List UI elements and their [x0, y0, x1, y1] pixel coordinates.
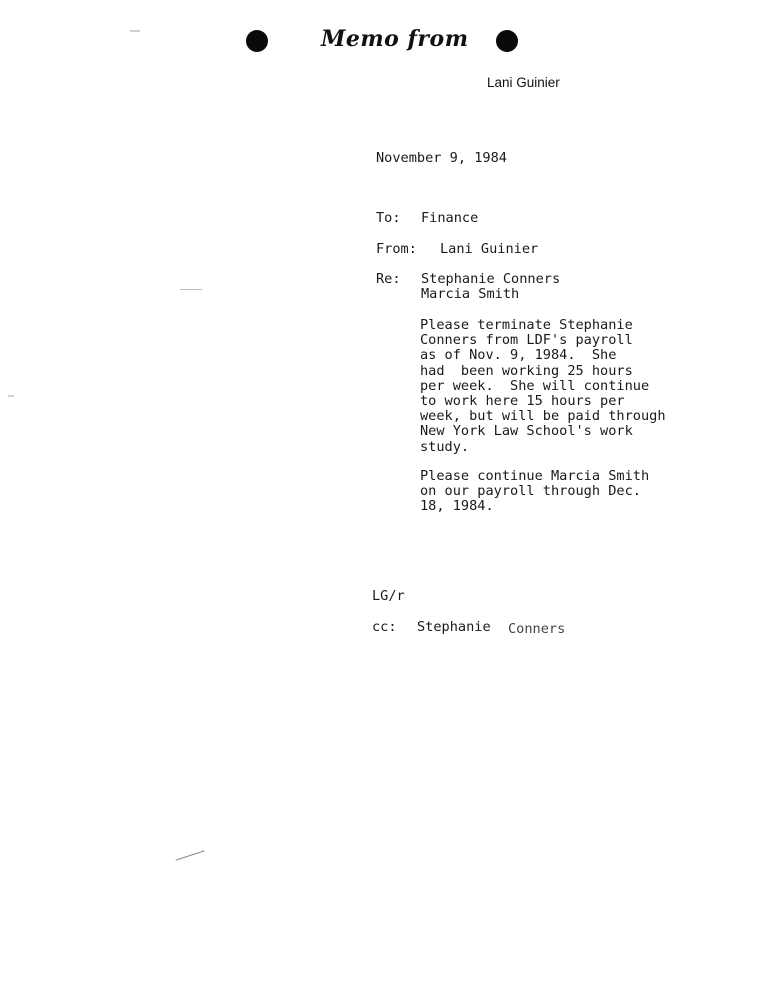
- paragraph-line: study.: [420, 438, 470, 455]
- typist-initials: LG/r: [372, 588, 405, 604]
- cc-recipient-first: Stephanie: [417, 619, 491, 635]
- memo-author: Lani Guinier: [487, 75, 560, 90]
- punch-hole-left: [246, 30, 268, 52]
- paragraph-line: had been working 25 hours: [420, 362, 633, 379]
- paragraph-line: New York Law School's work: [420, 423, 633, 440]
- cc-recipient-last: Conners: [508, 621, 566, 637]
- paragraph-line: Conners from LDF's payroll: [420, 332, 633, 349]
- re-label: Re:: [376, 271, 401, 287]
- re-subject-line: Marcia Smith: [421, 286, 520, 302]
- scan-mark: [180, 289, 202, 290]
- paragraph-line: to work here 15 hours per: [420, 393, 625, 410]
- memo-header-title: Memo from: [321, 26, 469, 52]
- scan-mark: [8, 395, 14, 397]
- paragraph-line: Please continue Marcia Smith: [420, 468, 650, 484]
- memo-paragraph-1: [420, 318, 666, 455]
- re-subject-line: Stephanie Conners: [421, 271, 561, 287]
- paragraph-line: as of Nov. 9, 1984. She: [420, 347, 617, 364]
- memo-date: November 9, 1984: [376, 150, 507, 166]
- paragraph-line: 18, 1984.: [420, 498, 494, 515]
- punch-hole-right: [496, 30, 518, 52]
- paragraph-line: on our payroll through Dec.: [420, 483, 641, 500]
- scan-mark: [130, 30, 140, 32]
- to-value: Finance: [421, 210, 479, 226]
- scan-mark: [176, 850, 205, 860]
- paragraph-line: per week. She will continue: [420, 377, 650, 394]
- paragraph-line: Please terminate Stephanie: [420, 317, 633, 333]
- from-label: From:: [376, 241, 417, 257]
- paragraph-line: week, but will be paid through: [420, 408, 666, 425]
- from-value: Lani Guinier: [440, 241, 539, 257]
- memo-paragraph-2: [420, 469, 649, 515]
- cc-label: cc:: [372, 619, 397, 635]
- to-label: To:: [376, 210, 401, 226]
